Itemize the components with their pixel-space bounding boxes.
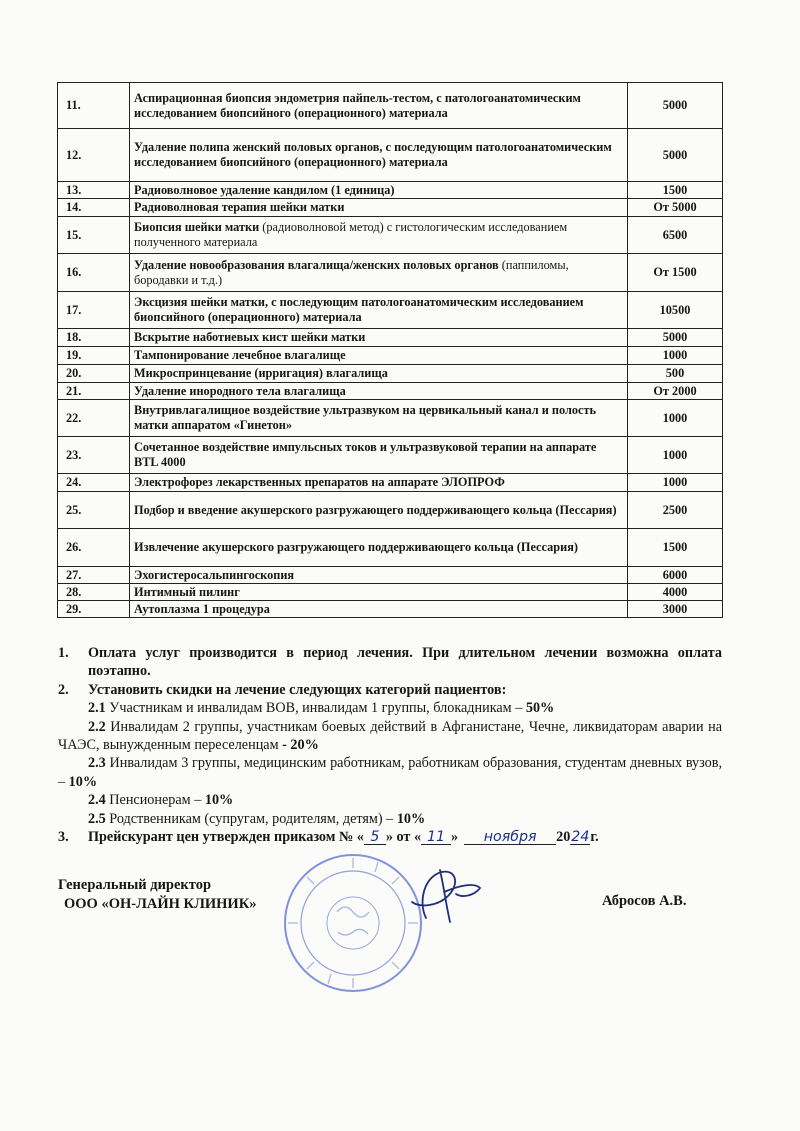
row-number: 19. bbox=[58, 347, 130, 365]
discount-text: Инвалидам 3 группы, медицинским работникам, работникам образования, студентам дневных вузов, – bbox=[58, 755, 722, 790]
table-row bbox=[58, 492, 723, 529]
notes-section bbox=[58, 644, 722, 846]
service-name: Электрофорез лекарственных препаратов на аппарате ЭЛОПРОФ bbox=[130, 474, 628, 492]
service-name: Тампонирование лечебное влагалище bbox=[130, 347, 628, 365]
table-row bbox=[58, 529, 723, 567]
row-number: 20. bbox=[58, 365, 130, 383]
service-name: Радиоволновая терапия шейки матки bbox=[130, 199, 628, 217]
table-row bbox=[58, 254, 723, 292]
order-day-field: 11 bbox=[421, 830, 451, 845]
note-text: Оплата услуг производится в период лечения. При длительном лечении возможна оплата поэтапно. bbox=[88, 645, 722, 680]
row-number: 14. bbox=[58, 199, 130, 217]
service-name: Микроспринцевание (ирригация) влагалища bbox=[130, 365, 628, 383]
table-row bbox=[58, 292, 723, 329]
service-price: 500 bbox=[628, 365, 723, 383]
service-name bbox=[130, 254, 628, 292]
table-row bbox=[58, 584, 723, 601]
service-name: Вскрытие наботиевых кист шейки матки bbox=[130, 329, 628, 347]
service-name bbox=[130, 217, 628, 254]
order-text: » bbox=[451, 829, 459, 846]
note-number: 2. bbox=[58, 681, 69, 698]
discount-value: - 20% bbox=[282, 737, 319, 754]
row-number: 12. bbox=[58, 129, 130, 182]
discount-item bbox=[58, 754, 722, 791]
service-name-detail: (паппиломы, бородавки и т.д.) bbox=[134, 257, 569, 287]
note-order bbox=[58, 828, 722, 846]
service-price: 1000 bbox=[628, 437, 723, 474]
service-name: Интимный пилинг bbox=[130, 584, 628, 601]
discount-value: 10% bbox=[396, 810, 426, 827]
discount-code: 2.2 bbox=[88, 718, 106, 735]
discount-code: 2.1 bbox=[88, 700, 106, 717]
discount-text: Родственникам (супругам, родителям, детям) – bbox=[105, 810, 397, 827]
service-name: Извлечение акушерского разгружающего поддерживающего кольца (Пессария) bbox=[130, 529, 628, 567]
row-number: 25. bbox=[58, 492, 130, 529]
row-number: 27. bbox=[58, 567, 130, 584]
service-name: Эхогистеросальпингоскопия bbox=[130, 567, 628, 584]
service-price: 6500 bbox=[628, 217, 723, 254]
table-row bbox=[58, 474, 723, 492]
discount-item bbox=[58, 699, 722, 717]
row-number: 16. bbox=[58, 254, 130, 292]
order-text: Прейскурант цен утвержден приказом № « bbox=[88, 829, 364, 846]
discount-item bbox=[58, 718, 722, 755]
service-name-bold: Биопсия шейки матки bbox=[134, 220, 260, 235]
row-number: 29. bbox=[58, 601, 130, 618]
table-row bbox=[58, 83, 723, 129]
signatory-title: Генеральный директор bbox=[58, 877, 212, 893]
row-number: 15. bbox=[58, 217, 130, 254]
service-price: 2500 bbox=[628, 492, 723, 529]
discount-item bbox=[58, 810, 722, 828]
table-row bbox=[58, 347, 723, 365]
row-number: 22. bbox=[58, 400, 130, 437]
service-price: 1500 bbox=[628, 182, 723, 199]
discount-value: 10% bbox=[68, 773, 98, 790]
note-payment bbox=[58, 644, 722, 681]
discount-item bbox=[58, 791, 722, 809]
table-row bbox=[58, 329, 723, 347]
row-number: 11. bbox=[58, 83, 130, 129]
table-row bbox=[58, 182, 723, 199]
price-table bbox=[57, 82, 723, 618]
table-row bbox=[58, 400, 723, 437]
service-name: Сочетанное воздействие импульсных токов и ультразвуковой терапии на аппарате BTL 4000 bbox=[130, 437, 628, 474]
discount-code: 2.3 bbox=[88, 755, 106, 772]
note-text: Установить скидки на лечение следующих категорий пациентов: bbox=[88, 681, 507, 698]
row-number: 13. bbox=[58, 182, 130, 199]
service-price: 6000 bbox=[628, 567, 723, 584]
row-number: 28. bbox=[58, 584, 130, 601]
service-name: Эксцизия шейки матки, с последующим патологоанатомическим исследованием биопсийного (операционного) материала bbox=[130, 292, 628, 329]
service-name-bold: Удаление новообразования влагалища/женских половых органов bbox=[134, 257, 499, 272]
order-number-field: 5 bbox=[364, 830, 386, 845]
table-row bbox=[58, 365, 723, 383]
discount-value: 50% bbox=[525, 700, 555, 717]
discount-code: 2.5 bbox=[88, 810, 106, 827]
order-year-prefix: 20 bbox=[556, 829, 571, 846]
service-name: Радиоволновое удаление кандилом (1 единица) bbox=[130, 182, 628, 199]
service-name-detail: (радиоволновой метод) с гистологическим исследованием полученного материала bbox=[134, 220, 568, 249]
discount-text: Пенсионерам – bbox=[105, 792, 205, 809]
service-name: Аутоплазма 1 процедура bbox=[130, 601, 628, 618]
table-row bbox=[58, 383, 723, 400]
service-price: 5000 bbox=[628, 329, 723, 347]
service-name: Внутривлагалищное воздействие ультразвуком на цервикальный канал и полость матки аппаратом «Гинетон» bbox=[130, 400, 628, 437]
discount-text: Инвалидам 2 группы, участникам боевых действий в Афганистане, Чечне, ликвидаторам аварии на ЧАЭС, вынужденным переселенцам bbox=[58, 718, 722, 754]
service-price: 5000 bbox=[628, 129, 723, 182]
note-number: 3. bbox=[58, 829, 69, 846]
table-row bbox=[58, 199, 723, 217]
order-text: г. bbox=[590, 829, 599, 846]
table-row bbox=[58, 601, 723, 618]
service-price: 4000 bbox=[628, 584, 723, 601]
table-row bbox=[58, 217, 723, 254]
order-year-field: 24 bbox=[571, 829, 590, 846]
signature-image bbox=[404, 862, 484, 926]
service-price: 10500 bbox=[628, 292, 723, 329]
row-number: 18. bbox=[58, 329, 130, 347]
service-price: 1000 bbox=[628, 474, 723, 492]
service-name: Удаление инородного тела влагалища bbox=[130, 383, 628, 400]
service-price: 1000 bbox=[628, 400, 723, 437]
row-number: 21. bbox=[58, 383, 130, 400]
table-row bbox=[58, 129, 723, 182]
service-price: 5000 bbox=[628, 83, 723, 129]
note-discounts bbox=[58, 681, 722, 699]
service-price: 1500 bbox=[628, 529, 723, 567]
organization-name: ООО «ОН-ЛАЙН КЛИНИК» bbox=[64, 896, 257, 912]
order-month-field: ноября bbox=[464, 830, 556, 845]
service-price: От 2000 bbox=[628, 383, 723, 400]
company-stamp bbox=[282, 852, 424, 994]
table-row bbox=[58, 437, 723, 474]
service-name: Удаление полипа женский половых органов, с последующим патологоанатомическим исследованием биопсийного (операционного) материала bbox=[130, 129, 628, 182]
note-number: 1. bbox=[58, 645, 69, 661]
discount-text: Участникам и инвалидам ВОВ, инвалидам 1 группы, блокадникам – bbox=[105, 700, 526, 717]
row-number: 17. bbox=[58, 292, 130, 329]
service-name: Аспирационная биопсия эндометрия пайпель-тестом, с патологоанатомическим исследованием биопсийного (операционного) материала bbox=[130, 83, 628, 129]
table-row bbox=[58, 567, 723, 584]
discount-value: 10% bbox=[204, 792, 234, 809]
signatory-name: Абросов А.В. bbox=[602, 893, 687, 909]
row-number: 24. bbox=[58, 474, 130, 492]
note-text bbox=[88, 828, 722, 846]
order-text: » от « bbox=[385, 829, 422, 846]
service-name: Подбор и введение акушерского разгружающего поддерживающего кольца (Пессария) bbox=[130, 492, 628, 529]
service-price: 3000 bbox=[628, 601, 723, 618]
row-number: 23. bbox=[58, 437, 130, 474]
service-price: От 1500 bbox=[628, 254, 723, 292]
service-price: От 5000 bbox=[628, 199, 723, 217]
service-price: 1000 bbox=[628, 347, 723, 365]
discount-list bbox=[58, 699, 722, 828]
row-number: 26. bbox=[58, 529, 130, 567]
discount-code: 2.4 bbox=[88, 792, 106, 809]
